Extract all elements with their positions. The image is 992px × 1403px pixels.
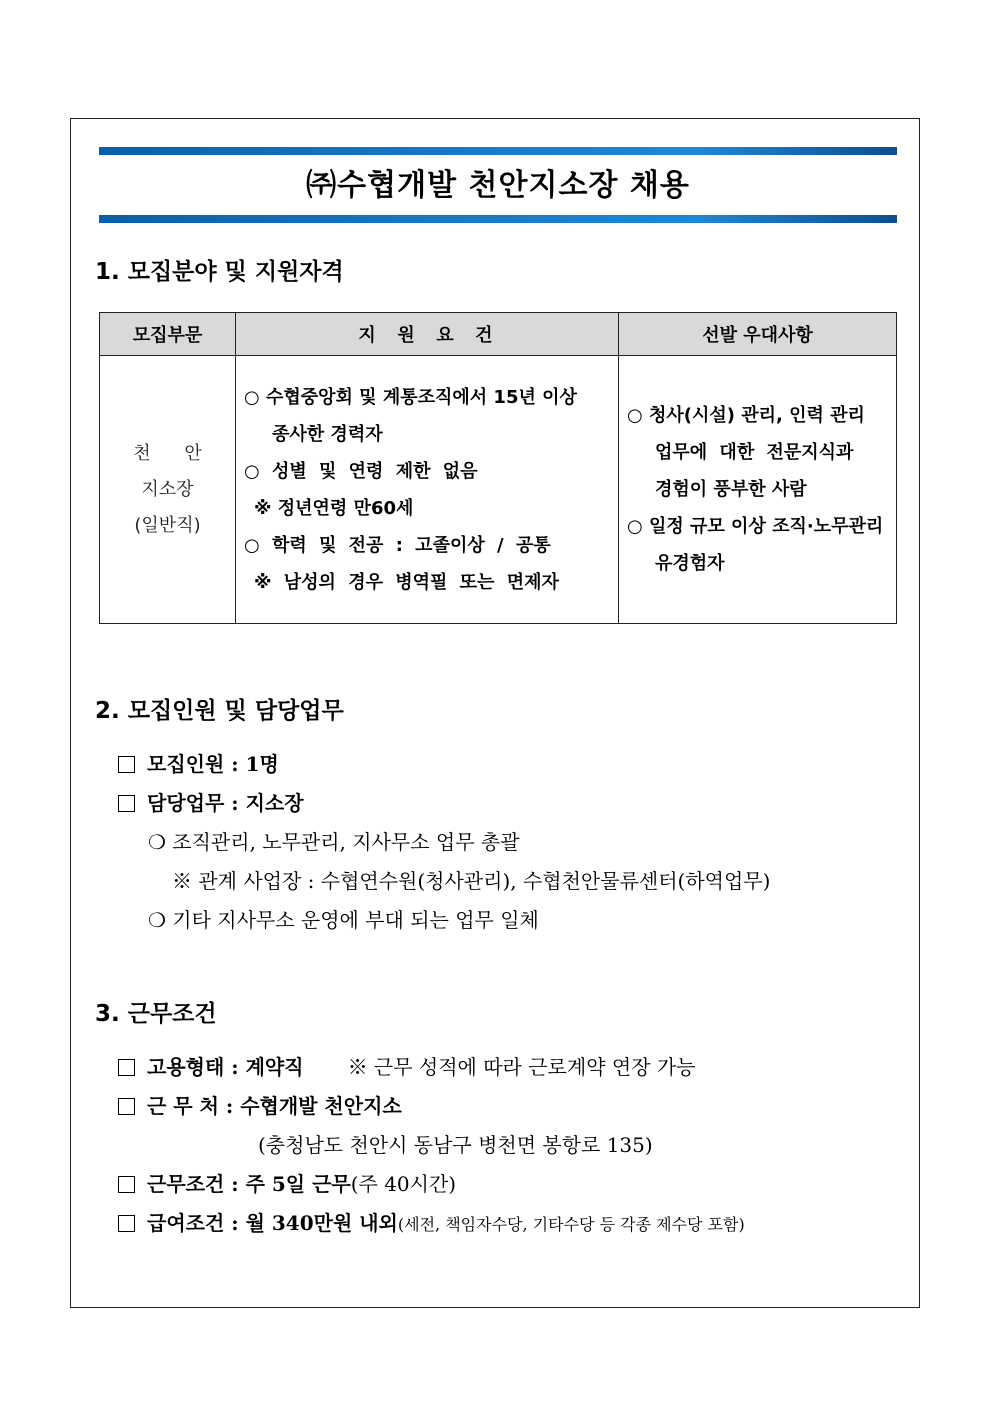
requirement-note: ※ 남성의 경우 병역필 또는 면제자: [254, 571, 559, 593]
employment-type-label: 고용형태 : 계약직: [147, 1055, 304, 1079]
checkbox-icon: [118, 756, 135, 773]
duty-note: ※ 관계 사업장 : 수협연수원(청사관리), 수협천안물류센터(하역업무): [172, 869, 771, 893]
duty-item: ❍ 기타 지사무소 운영에 부대 되는 업무 일체: [148, 908, 539, 932]
section3-heading: 3. 근무조건: [95, 1001, 217, 1027]
checkbox-icon: [118, 1176, 135, 1193]
work-hours-label: 근무조건 : 주 5일 근무: [147, 1172, 351, 1196]
checkbox-icon: [118, 1215, 135, 1232]
recruit-count-line: [118, 748, 279, 777]
requirement-line: 종사한 경력자: [272, 423, 383, 445]
preferences-cell: [619, 356, 897, 624]
requirements-table: [99, 312, 897, 624]
preference-line: 유경험자: [655, 553, 725, 574]
category-line: 지소장: [141, 478, 194, 500]
work-hours-line: [118, 1168, 456, 1197]
employment-type-line: [118, 1051, 696, 1080]
workplace-line: [118, 1090, 402, 1119]
requirement-line: ○ 성별 및 연령 제한 없음: [244, 460, 478, 482]
workplace-label: 근 무 처 : 수협개발 천안지소: [147, 1094, 402, 1118]
recruit-label: 모집인원 :: [147, 752, 246, 776]
preference-line: 경험이 풍부한 사람: [655, 479, 807, 500]
category-line: (일반직): [134, 514, 201, 536]
category-cell: [100, 356, 236, 624]
header-category: 모집부문: [100, 313, 236, 356]
salary-line: [118, 1207, 745, 1236]
workplace-address: (충청남도 천안시 동남구 병천면 봉항로 135): [258, 1133, 653, 1157]
checkbox-icon: [118, 1098, 135, 1115]
duty-line: [118, 787, 304, 816]
preference-line: ○ 일정 규모 이상 조직·노무관리: [627, 516, 884, 537]
title-bar-top: [99, 147, 897, 155]
page-title: ㈜수협개발 천안지소장 채용: [306, 168, 690, 203]
requirement-note: ※ 정년연령 만60세: [254, 497, 414, 519]
recruit-value: 1명: [245, 752, 279, 776]
preference-line: 업무에 대한 전문지식과: [655, 442, 854, 463]
table-row: [100, 356, 897, 624]
requirement-line: ○ 수협중앙회 및 계통조직에서 15년 이상: [244, 386, 577, 408]
category-line: 천 안: [133, 442, 216, 464]
section2-heading: 2. 모집인원 및 담당업무: [95, 698, 344, 724]
requirements-cell: [236, 356, 619, 624]
title-bar-bottom: [99, 215, 897, 223]
salary-label: 급여조건 : 월 340만원 내외: [147, 1211, 398, 1235]
salary-detail: (세전, 책임자수당, 기타수당 등 각종 제수당 포함): [397, 1215, 745, 1234]
checkbox-icon: [118, 795, 135, 812]
section1-heading: 1. 모집분야 및 지원자격: [95, 259, 344, 285]
requirement-line: ○ 학력 및 전공 : 고졸이상 / 공통: [244, 534, 551, 556]
duty-value: 지소장: [245, 791, 304, 815]
preference-line: ○ 청사(시설) 관리, 인력 관리: [627, 405, 865, 426]
duty-item: ❍ 조직관리, 노무관리, 지사무소 업무 총괄: [148, 830, 520, 854]
header-preferences: 선발 우대사항: [619, 313, 897, 356]
table-header-row: [100, 313, 897, 356]
duty-label: 담당업무 :: [147, 791, 246, 815]
employment-type-note: ※ 근무 성적에 따라 근로계약 연장 가능: [347, 1055, 696, 1079]
checkbox-icon: [118, 1059, 135, 1076]
work-hours-detail: (주 40시간): [350, 1172, 457, 1196]
header-requirements: 지 원 요 건: [236, 313, 619, 356]
